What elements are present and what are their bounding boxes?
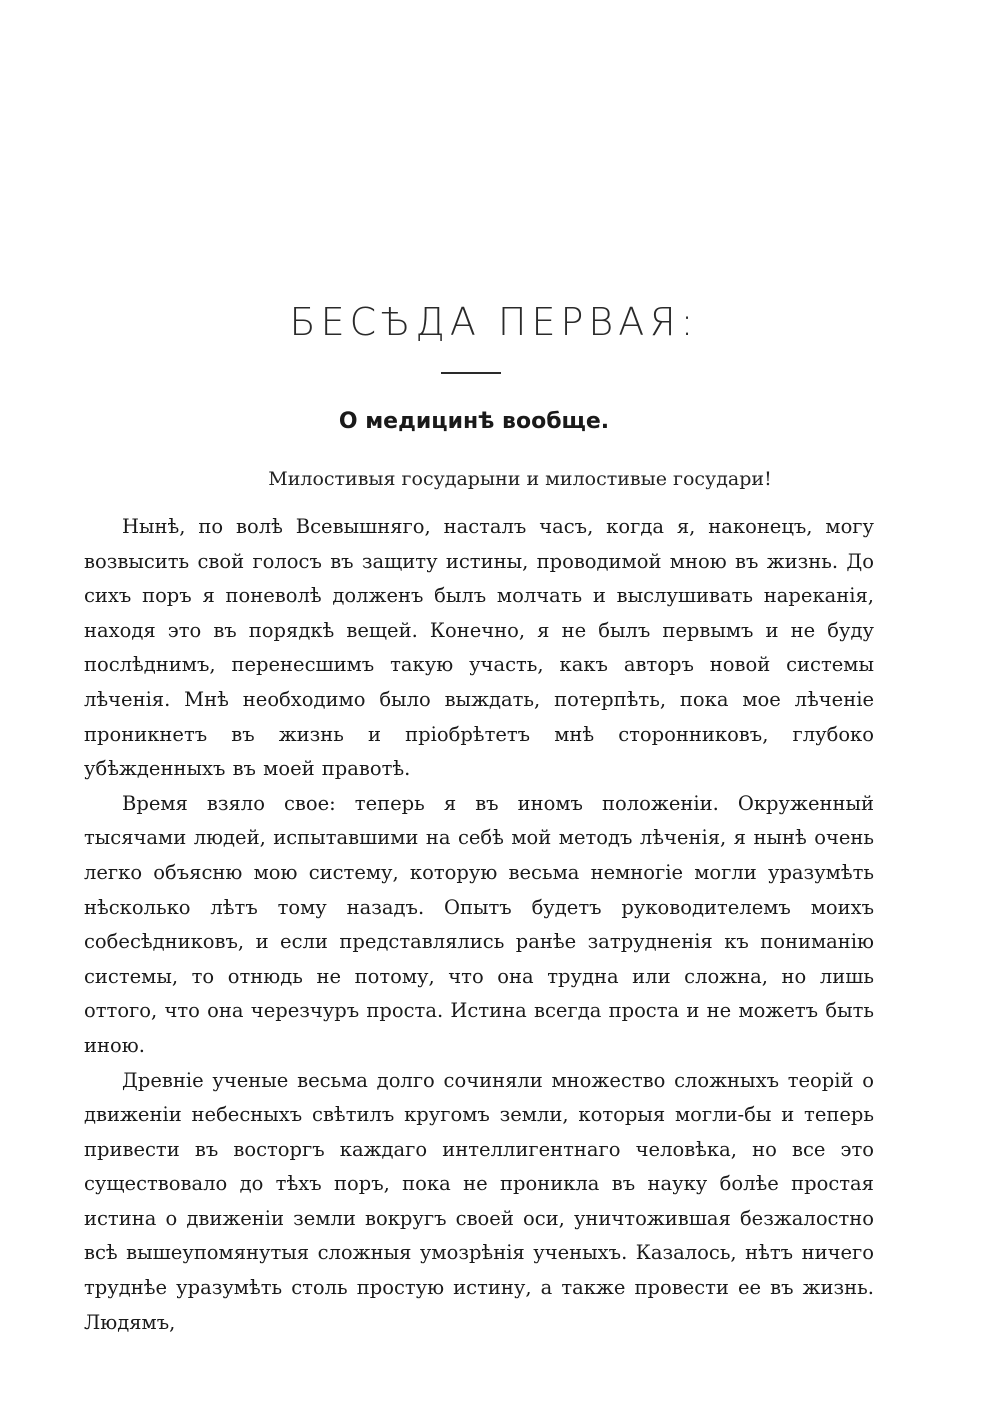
paragraph-3: Древніе ученые весьма долго сочиняли множество сложныхъ теорій о движеніи небесныхъ свѣтилъ кругомъ земли, которыя могли-бы и теперь привести въ восторгъ каждаго интеллигентнаго человѣка, но все это существовало до тѣхъ поръ, пока не проникла въ науку болѣе простая истина о движеніи земли вокругъ своей оси, уничтожившая безжалостно всѣ вышеупомянутыя сложныя умозрѣнія ученыхъ. Казалось, нѣтъ ничего труднѣе уразумѣть столь простую истину, а также провести ее въ жизнь. Людямъ, (84, 1068, 874, 1334)
title-divider (441, 372, 501, 374)
body-text (84, 510, 874, 1340)
paragraph-1: Нынѣ, по волѣ Всевышняго, насталъ часъ, когда я, наконецъ, могу возвысить свой голосъ въ защиту истины, проводимой мною въ жизнь. До сихъ поръ я поневолѣ долженъ былъ молчать и выслушивать нареканія, находя это въ порядкѣ вещей. Конечно, я не былъ первымъ и не буду послѣднимъ, перенесшимъ такую участь, какъ авторъ новой системы лѣченія. Мнѣ необходимо было выждать, потерпѣть, пока мое лѣченіе проникнетъ въ жизнь и пріобрѣтетъ мнѣ сторонниковъ, глубоко убѣжденныхъ въ моей правотѣ. (84, 515, 874, 781)
chapter-title: БЕСѢДА ПЕРВАЯ: (289, 300, 699, 344)
section-title: О медицинѣ вообще. (338, 409, 610, 434)
salutation: Милостивыя государыни и милостивые государи! (268, 468, 772, 490)
paragraph-2: Время взяло свое: теперь я въ иномъ положеніи. Окруженный тысячами людей, испытавшими на себѣ мой методъ лѣченія, я нынѣ очень легко объясню мою систему, которую весьма немногіе могли уразумѣть нѣсколько лѣтъ тому назадъ. Опытъ будетъ руководителемъ моихъ собесѣдниковъ, и если представлялись ранѣе затрудненія къ пониманію системы, то отнюдь не потому, что она трудна или сложна, но лишь оттого, что она черезчуръ проста. Истина всегда проста и не можетъ быть иною. (84, 791, 874, 1057)
